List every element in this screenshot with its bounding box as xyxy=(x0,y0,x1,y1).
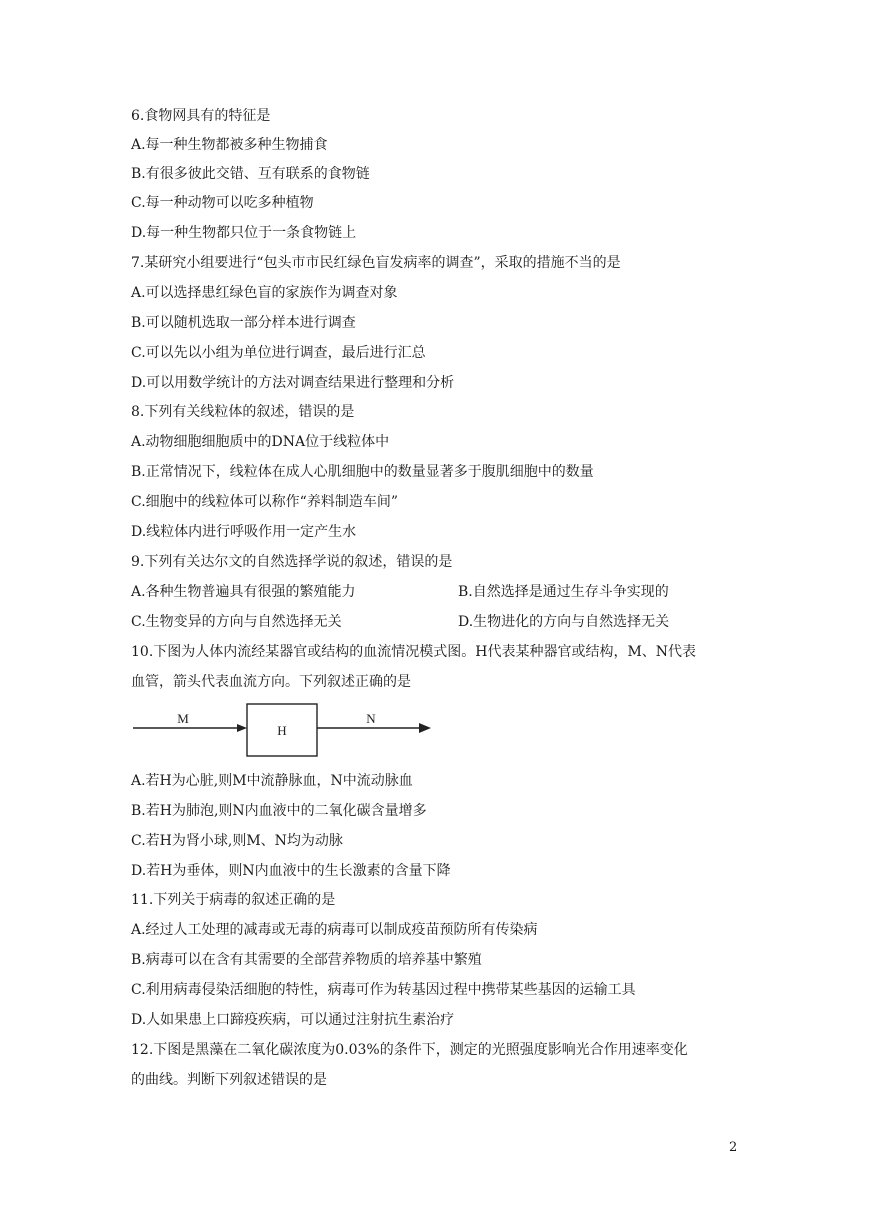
question-9-option-a: A.各种生物普遍具有很强的繁殖能力 xyxy=(131,584,356,600)
question-6-option-d: D.每一种生物都只位于一条食物链上 xyxy=(131,225,357,241)
question-6-option-a: A.每一种生物都被多种生物捕食 xyxy=(131,137,328,153)
vessel-m-label: M xyxy=(177,711,189,726)
page-number: 2 xyxy=(729,1140,738,1155)
question-12-stem-line-1: 12.下图是黑藻在二氧化碳浓度为0.03%的条件下，测定的光照强度影响光合作用速率变化 xyxy=(131,1042,688,1058)
question-12-stem-line-2: 的曲线。判断下列叙述错误的是 xyxy=(131,1072,327,1088)
question-10-stem-line-1: 10.下图为人体内流经某器官或结构的血流情况模式图。H代表某种器官或结构，M、N代表 xyxy=(131,644,697,660)
question-10-option-b: B.若H为肺泡,则N内血液中的二氧化碳含量增多 xyxy=(131,803,427,819)
question-10-option-a: A.若H为心脏,则M中流静脉血，N中流动脉血 xyxy=(131,773,413,789)
question-7-option-d: D.可以用数学统计的方法对调查结果进行整理和分析 xyxy=(131,375,455,391)
question-7-option-b: B.可以随机选取一部分样本进行调查 xyxy=(131,315,356,331)
question-7-stem: 7.某研究小组要进行“包头市市民红绿色盲发病率的调查”，采取的措施不当的是 xyxy=(131,255,621,271)
question-11-option-b: B.病毒可以在含有其需要的全部营养物质的培养基中繁殖 xyxy=(131,952,482,968)
question-10-option-d: D.若H为垂体，则N内血液中的生长激素的含量下降 xyxy=(131,863,451,879)
question-9-option-b: B.自然选择是通过生存斗争实现的 xyxy=(458,584,669,600)
question-10-option-c: C.若H为肾小球,则M、N均为动脉 xyxy=(131,833,343,849)
question-7-option-a: A.可以选择患红绿色盲的家族作为调查对象 xyxy=(131,285,398,301)
question-6-stem: 6.食物网具有的特征是 xyxy=(131,108,271,124)
vessel-m-arrowhead xyxy=(237,724,247,732)
question-8-option-b: B.正常情况下，线粒体在成人心肌细胞中的数量显著多于腹肌细胞中的数量 xyxy=(131,464,594,480)
question-7-option-c: C.可以先以小组为单位进行调查，最后进行汇总 xyxy=(131,345,426,361)
question-6-option-b: B.有很多彼此交错、互有联系的食物链 xyxy=(131,166,370,182)
question-8-option-d: D.线粒体内进行呼吸作用一定产生水 xyxy=(131,524,357,540)
question-11-option-d: D.人如果患上口蹄疫疾病，可以通过注射抗生素治疗 xyxy=(131,1012,455,1028)
blood-flow-diagram xyxy=(131,698,441,764)
question-6-option-c: C.每一种动物可以吃多种植物 xyxy=(131,195,314,211)
question-11-option-c: C.利用病毒侵染活细胞的特性，病毒可作为转基因过程中携带某些基因的运输工具 xyxy=(131,982,636,998)
question-11-option-a: A.经过人工处理的减毒或无毒的病毒可以制成疫苗预防所有传染病 xyxy=(131,922,538,938)
question-9-option-d: D.生物进化的方向与自然选择无关 xyxy=(458,614,670,630)
question-10-stem-line-2: 血管，箭头代表血流方向。下列叙述正确的是 xyxy=(131,674,411,690)
question-8-option-a: A.动物细胞细胞质中的DNA位于线粒体中 xyxy=(131,434,390,450)
vessel-n-arrowhead xyxy=(419,723,431,733)
question-9-stem: 9.下列有关达尔文的自然选择学说的叙述，错误的是 xyxy=(131,554,453,570)
question-8-stem: 8.下列有关线粒体的叙述，错误的是 xyxy=(131,404,355,420)
organ-h-label: H xyxy=(277,723,287,738)
question-9-option-c: C.生物变异的方向与自然选择无关 xyxy=(131,614,342,630)
question-8-option-c: C.细胞中的线粒体可以称作“养料制造车间” xyxy=(131,494,398,510)
question-11-stem: 11.下列关于病毒的叙述正确的是 xyxy=(131,892,336,908)
vessel-n-label: N xyxy=(366,711,376,726)
